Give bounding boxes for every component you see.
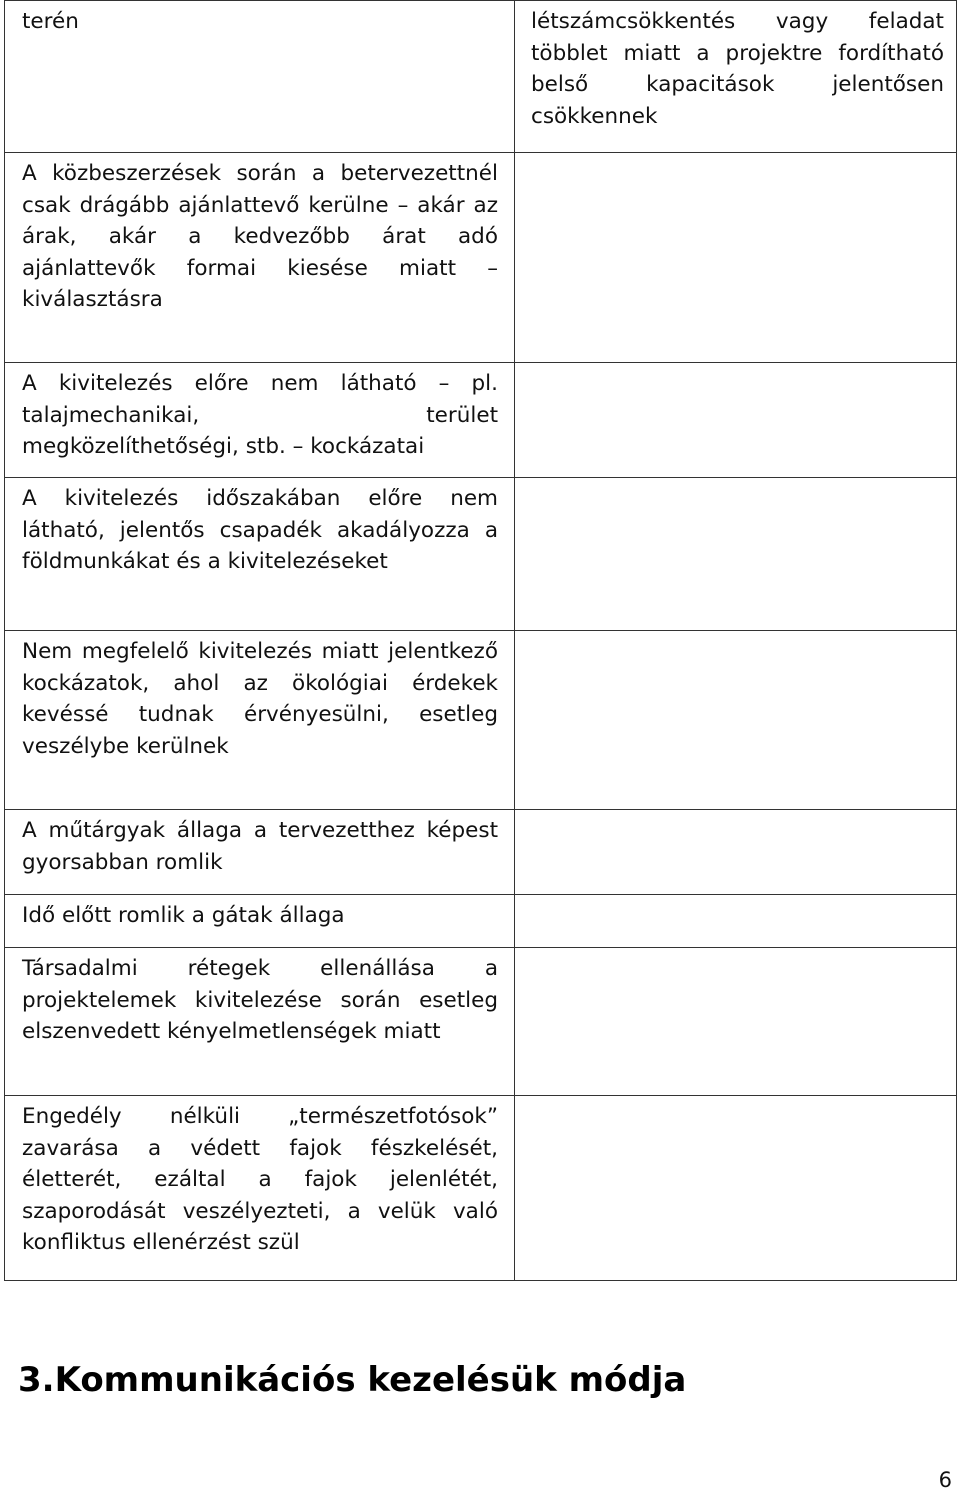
risk-cell: terén — [5, 1, 515, 153]
table-row — [5, 1096, 957, 1281]
effect-cell — [515, 478, 957, 631]
table-row — [5, 895, 957, 948]
table-row — [5, 631, 957, 810]
table-row — [5, 478, 957, 631]
risk-cell: Idő előtt romlik a gátak állaga — [5, 895, 515, 948]
effect-cell — [515, 363, 957, 478]
risk-cell: Társadalmi rétegek ellenállása a projektelemek kivitelezése során esetleg elszenvedett kényelmetlenségek miatt — [5, 948, 515, 1096]
page-number: 6 — [938, 1468, 952, 1492]
table-row — [5, 810, 957, 895]
risk-cell: Nem megfelelő kivitelezés miatt jelentkező kockázatok, ahol az ökológiai érdekek kevéssé tudnak érvényesülni, esetleg veszélybe kerülnek — [5, 631, 515, 810]
risk-cell: A kivitelezés időszakában előre nem látható, jelentős csapadék akadályozza a földmunkákat és a kivitelezéseket — [5, 478, 515, 631]
effect-cell: létszámcsökkentés vagy feladat többlet miatt a projektre fordítható belső kapacitások jelentősen csökkennek — [515, 1, 957, 153]
table-row — [5, 1, 957, 153]
effect-cell — [515, 810, 957, 895]
risk-cell: A műtárgyak állaga a tervezetthez képest gyorsabban romlik — [5, 810, 515, 895]
effect-cell — [515, 948, 957, 1096]
table-row — [5, 153, 957, 363]
section-heading: 3.Kommunikációs kezelésük módja — [18, 1360, 687, 1400]
risk-table — [4, 0, 957, 1281]
effect-cell — [515, 153, 957, 363]
risk-cell: A kivitelezés előre nem látható – pl. talajmechanikai, terület megközelíthetőségi, stb. – kockázatai — [5, 363, 515, 478]
table-row — [5, 363, 957, 478]
effect-cell — [515, 631, 957, 810]
effect-cell — [515, 1096, 957, 1281]
risk-cell: Engedély nélküli „természetfotósok” zavarása a védett fajok fészkelését, életterét, ezáltal a fajok jelenlétét, szaporodását veszélyezteti, a velük való konfliktus ellenérzést szül — [5, 1096, 515, 1281]
risk-cell: A közbeszerzések során a betervezettnél csak drágább ajánlattevő kerülne – akár az árak, akár a kedvezőbb árat adó ajánlattevők formai kiesése miatt – kiválasztásra — [5, 153, 515, 363]
effect-cell — [515, 895, 957, 948]
table-row — [5, 948, 957, 1096]
